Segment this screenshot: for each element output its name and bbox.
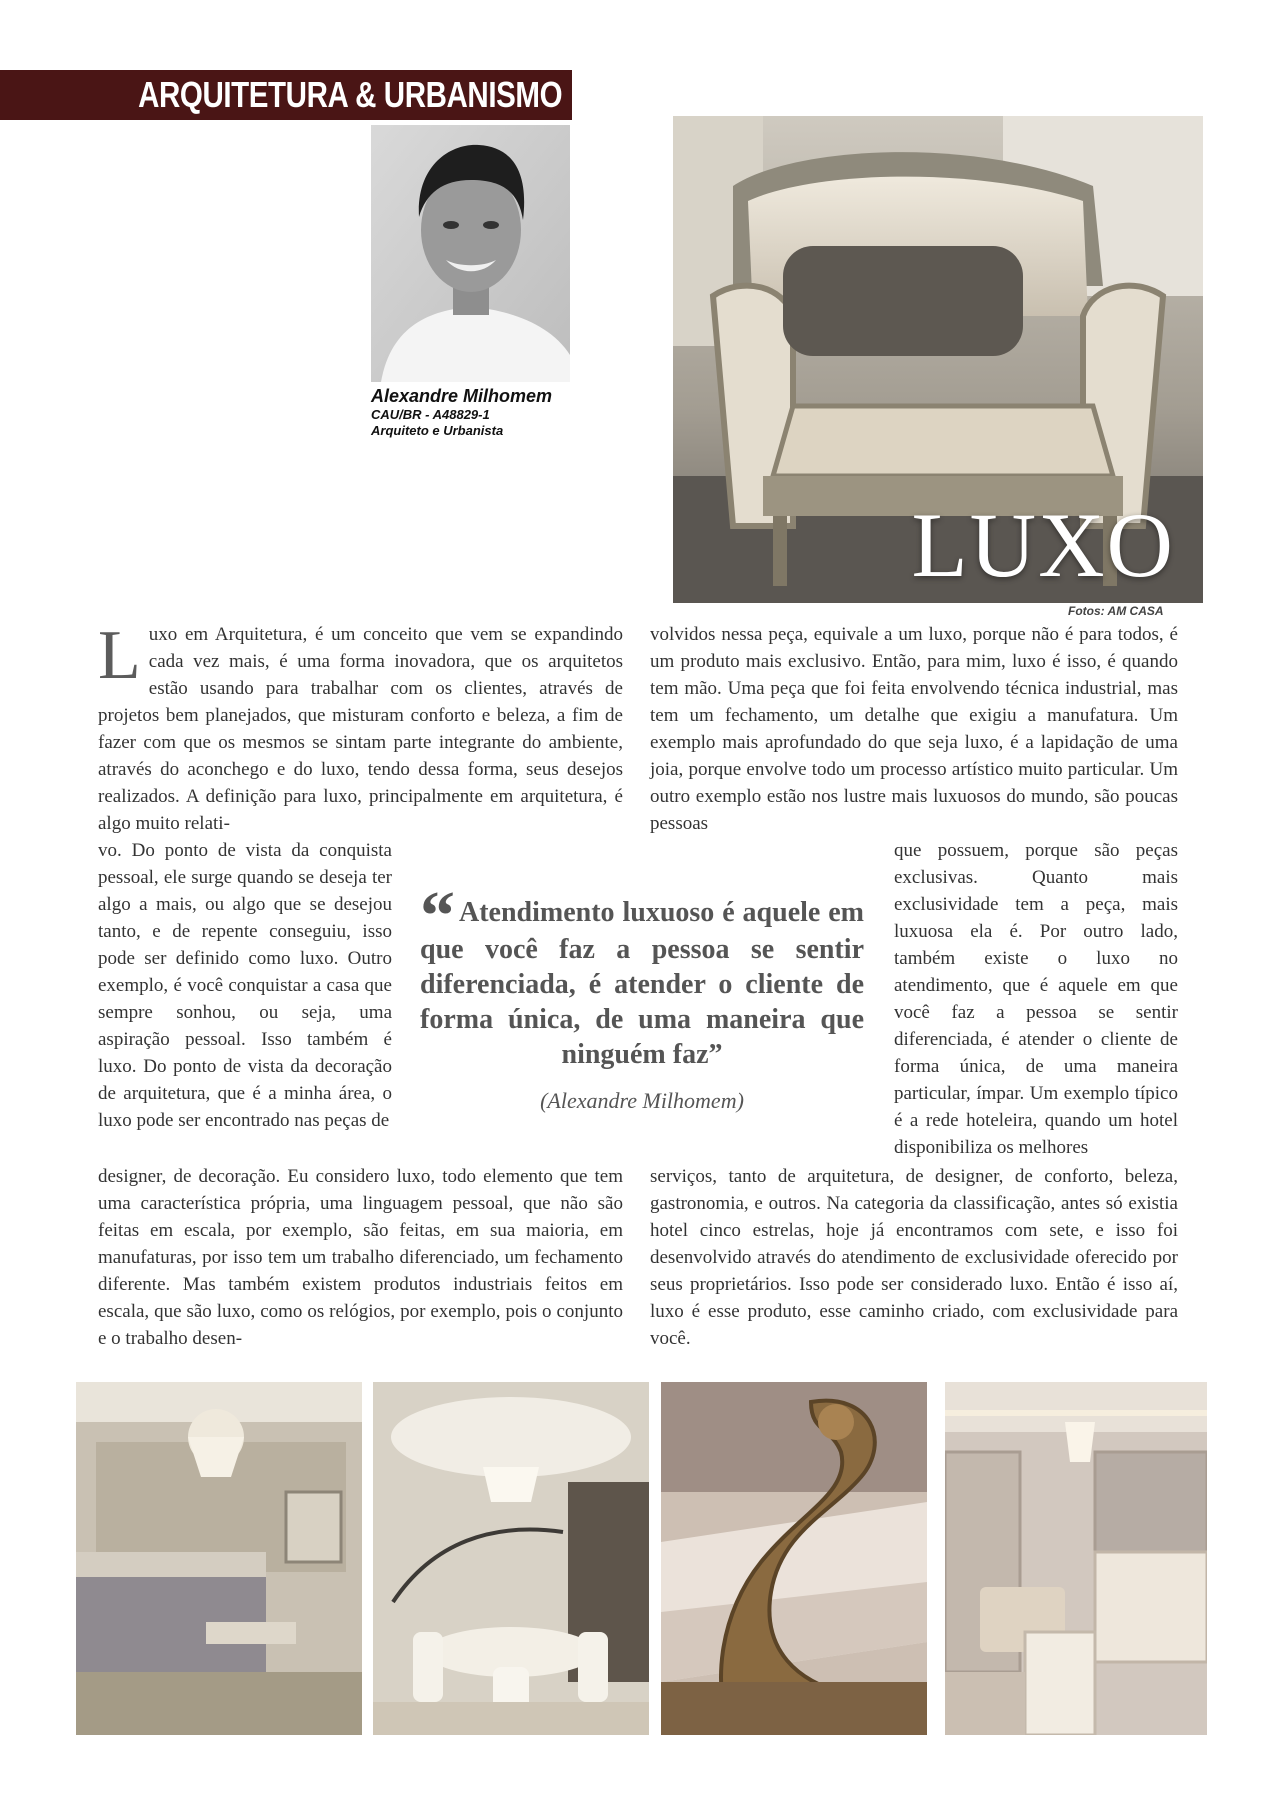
article-paragraph: designer, de decoração. Eu considero luxo, todo elemento que tem uma característica própria, uma linguagem pessoal, que não são feitas em escala, por exemplo, são feitas, em sua maioria, em manufaturas, por isso tem um trabalho diferenciado, um fechamento diferente. Mas também existem produtos industriais feitos em escala, que são luxo, como os relógios, por exemplo, pois o conjunto e o trabalho desen- (98, 1166, 623, 1349)
hero-photo-armchair (673, 116, 1203, 603)
article-paragraph: serviços, tanto de arquitetura, de designer, de conforto, beleza, gastronomia, e outros. Na categoria da classificação, antes só existia hotel cinco estrelas, hoje já encontramos com sete, e isso foi desenvolvido através do atendimento de exclusividade oferecido por seus proprietários. Isso pode ser considerado luxo. Então é isso aí, luxo é esse produto, esse caminho criado, com exclusividade para você. (650, 1166, 1178, 1349)
chair-arm-photo (661, 1382, 927, 1735)
article-column-left-narrow (98, 837, 392, 1134)
closet-photo (945, 1382, 1207, 1735)
quote-text-block (420, 878, 864, 1072)
article-column-left-bottom (98, 1163, 623, 1352)
article-paragraph: vo. Do ponto de vista da conquista pessoal, ele surge quando se deseja ter algo a mais, ou algo que se desejou tanto, e de repente conseguiu, isso pode ser definido como luxo. Outro exemplo, é você conquistar a casa que sempre sonhou, ou seja, uma aspiração pessoal. Isso também é luxo. Do ponto de vista da decoração de arquitetura, que é a minha área, o luxo pode ser encontrado nas peças de (98, 840, 392, 1131)
section-title: ARQUITETURA & URBANISMO (137, 74, 562, 115)
pull-quote (420, 878, 864, 1114)
article-paragraph: que possuem, porque são peças exclusivas. Quanto mais exclusividade tem a peça, mais luxuosa ela é. Por outro lado, também existe o luxo no atendimento, que é aquele em que você faz a pessoa se sentir diferenciada, é atender o cliente de forma única, de uma maneira particular, ímpar. Um exemplo típico é a rede hoteleira, quando um hotel disponibiliza os melhores (894, 840, 1178, 1158)
dropcap: L (98, 617, 141, 694)
article-paragraph: volvidos nessa peça, equivale a um luxo, porque não é para todos, é um produto mais exclusivo. Então, para mim, luxo é isso, é quando tem mão. Uma peça que foi feita envolvendo técnica industrial, mas tem um fechamento, um detalhe que exigiu a manufatura. Um exemplo mais aprofundado do que seja luxo, é a lapidação de uma joia, porque envolve todo um processo artístico muito particular. Um outro exemplo estão nos lustre mais luxuosos do mundo, são poucas pessoas (650, 624, 1178, 834)
author-registration: CAU/BR - A48829-1 (371, 407, 490, 422)
author-info (371, 386, 591, 439)
author-role: Arquiteto e Urbanista (371, 423, 504, 438)
article-column-right-narrow (894, 837, 1178, 1161)
dining-room-photo (373, 1382, 649, 1735)
author-portrait (371, 125, 570, 382)
hero-title: LUXO (911, 494, 1175, 596)
article-paragraph: uxo em Arquitetura, é um conceito que vem se expandindo cada vez mais, é uma forma inovadora, que os arquitetos estão usando para trabalhar com os clientes, através de projetos bem planejados, que misturam conforto e beleza, a fim de fazer com que os mesmos se sintam parte integrante do ambiente, através do aconchego e do luxo, tendo dessa forma, seus desejos realizados. A definição para luxo, principalmente em arquitetura, é algo muito relati- (98, 624, 623, 834)
bedroom-photo (76, 1382, 362, 1735)
section-header (0, 70, 572, 120)
quote-author: (Alexandre Milhomem) (540, 1088, 744, 1113)
author-name: Alexandre Milhomem (371, 386, 553, 406)
photo-credit: Fotos: AM CASA (1068, 604, 1164, 618)
quote-mark-icon: “ (420, 878, 455, 955)
article-column-right-bottom (650, 1163, 1178, 1352)
article-column-left-intro (98, 617, 623, 837)
article-column-right-top (650, 621, 1178, 837)
quote-text: Atendimento luxuoso é aquele em que você faz a pessoa se sentir diferenciada, é atender o cliente de forma única, de uma maneira que ninguém faz” (420, 897, 864, 1070)
